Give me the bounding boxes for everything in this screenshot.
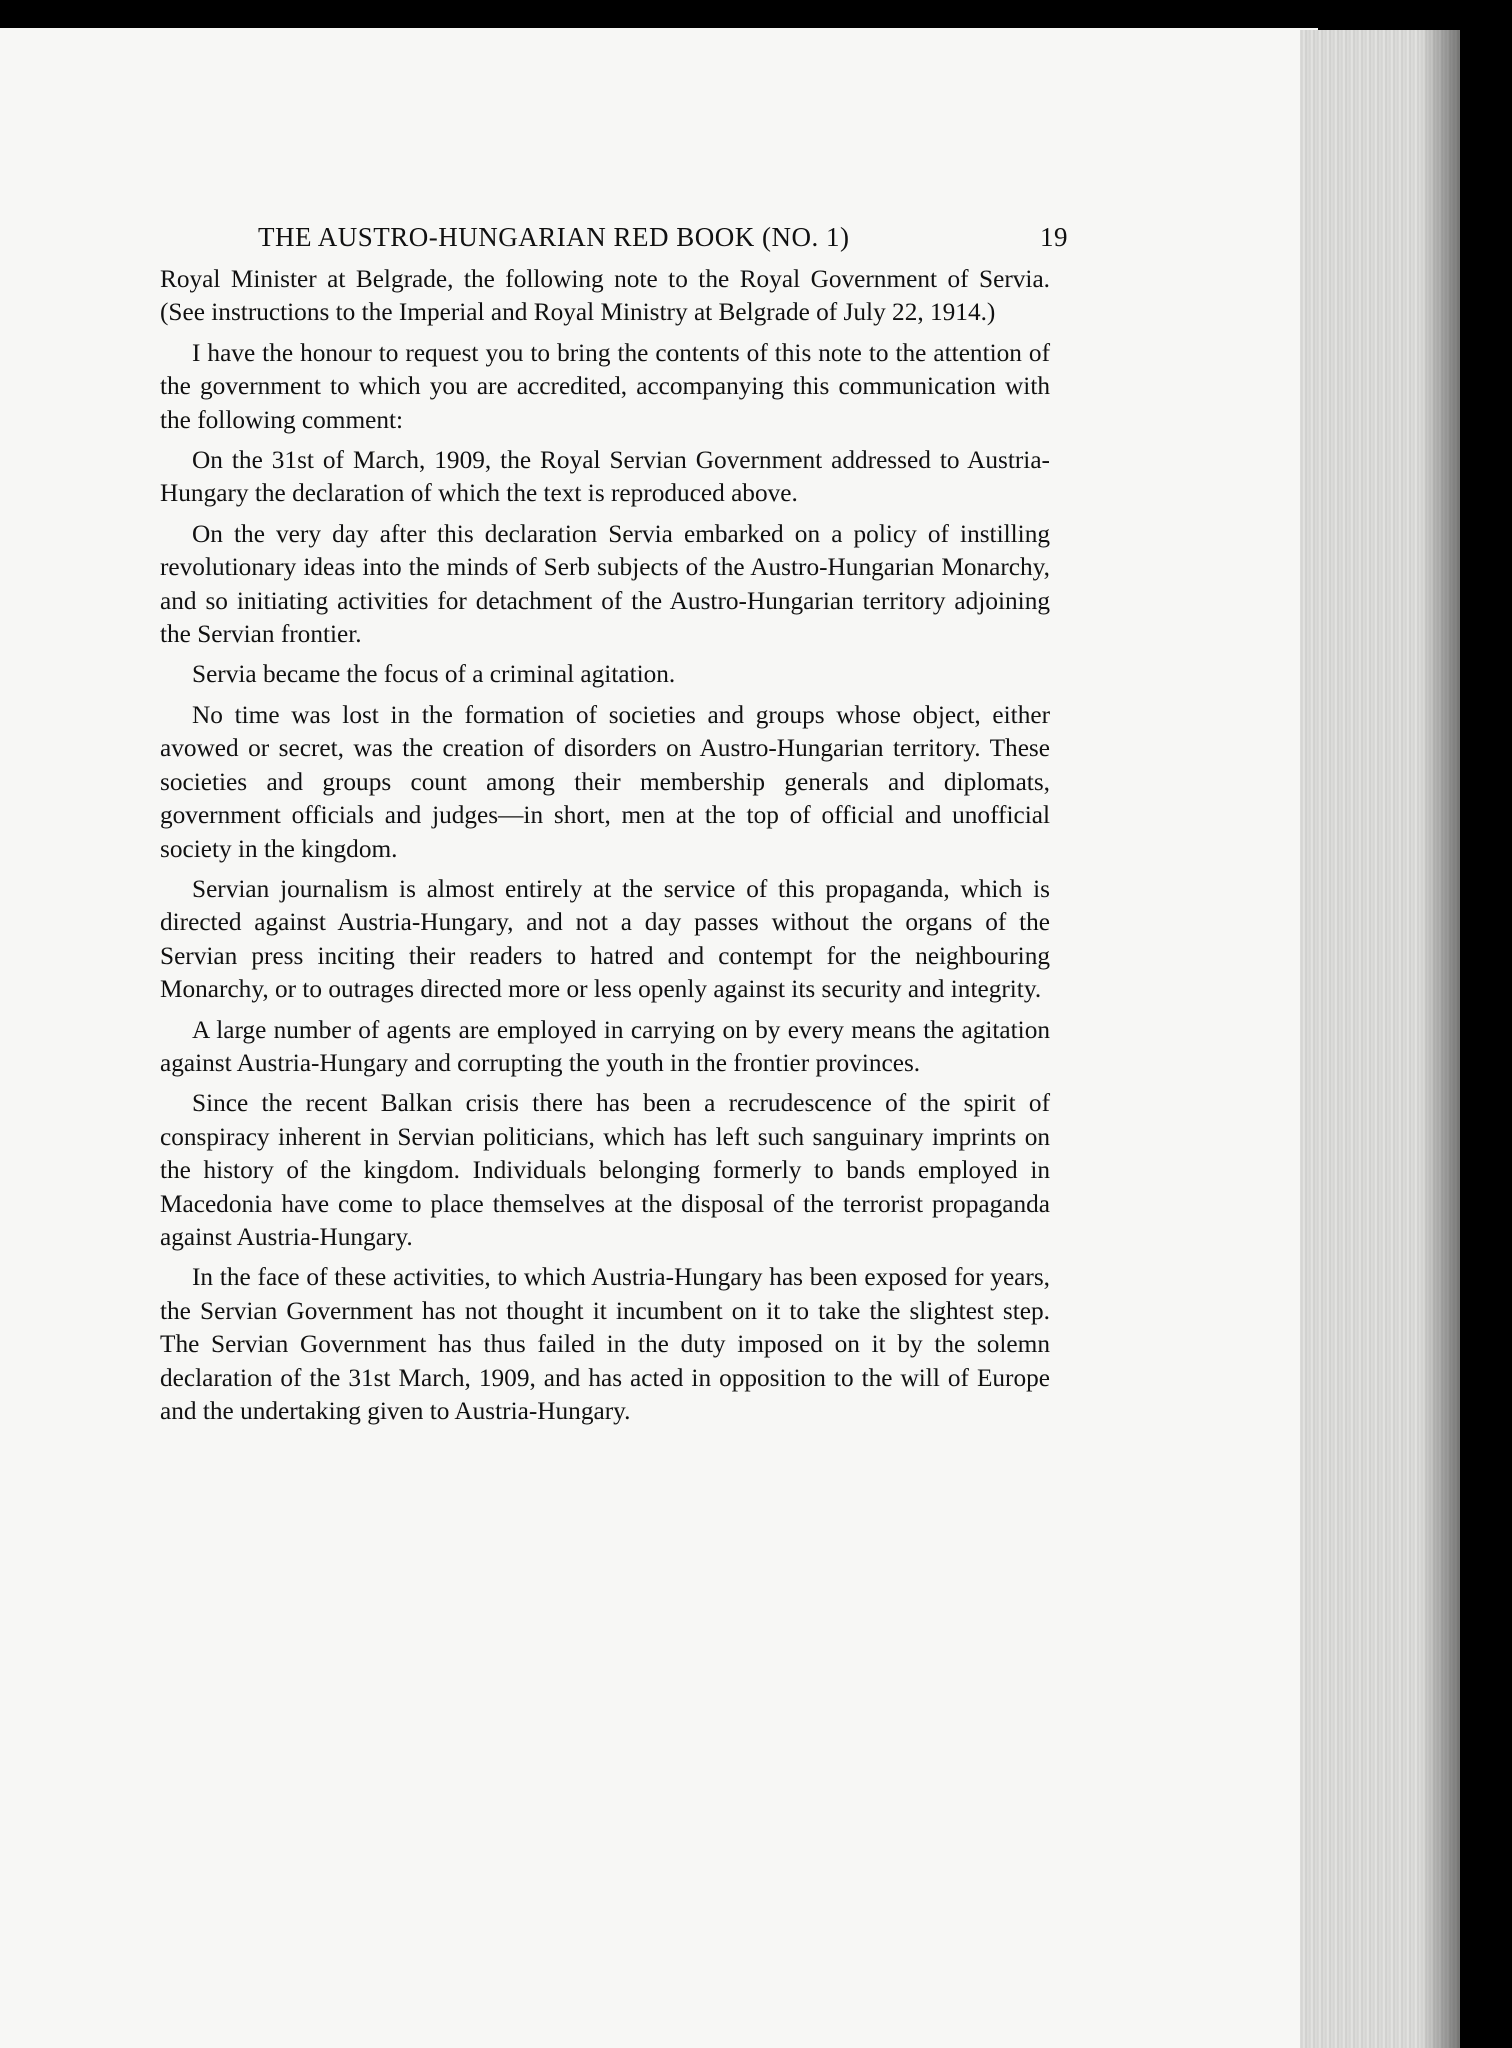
paragraph: On the 31st of March, 1909, the Royal Servian Government addressed to Austria-Hungary the declaration of which the text is reproduced above. (160, 446, 1050, 508)
paragraph: No time was lost in the formation of societies and groups whose object, either avowed or secret, was the creation of disorders on Austro-Hungarian territory. These societies and groups count among their membership generals and diplomats, government officials and judges—in short, men at the top of official and unofficial society in the kingdom. (160, 700, 1050, 863)
running-head (258, 222, 1068, 253)
paragraph: Since the recent Balkan crisis there has been a recrudescence of the spirit of conspiracy inherent in Servian politicians, which has left such sanguinary imprints on the history of the kingdom. Individuals belonging formerly to bands employed in Macedonia have come to place themselves at the disposal of the terrorist propaganda against Austria-Hungary. (160, 1089, 1050, 1251)
paragraph: I have the honour to request you to bring the contents of this note to the attention of the government to which you are accredited, accompanying this communication with the following comment: (160, 338, 1050, 434)
book-page-edges (1300, 30, 1460, 2048)
paragraph: In the face of these activities, to which Austria-Hungary has been exposed for years, the Servian Government has not thought it incumbent on it to take the slightest step. The Servian Government has thus failed in the duty imposed on it by the solemn declaration of the 31st March, 1909, and has acted in opposition to the will of Europe and the undertaking given to Austria-Hungary. (160, 1263, 1050, 1425)
paragraph: A large number of agents are employed in carrying on by every means the agitation against Austria-Hungary and corrupting the youth in the frontier provinces. (160, 1015, 1050, 1077)
page-number: 19 (1040, 222, 1068, 252)
running-head-title: THE AUSTRO-HUNGARIAN RED BOOK (NO. 1) (258, 222, 850, 252)
page-content (160, 222, 1068, 1435)
scan-border (1460, 0, 1512, 2048)
paragraph: Royal Minister at Belgrade, the following note to the Royal Government of Servia. (See instructions to the Imperial and Royal Ministry at Belgrade of July 22, 1914.) (160, 265, 1050, 327)
paragraph: On the very day after this declaration Servia embarked on a policy of instilling revolutionary ideas into the minds of Serb subjects of the Austro-Hungarian Monarchy, and so initiating activities for detachment of the Austro-Hungarian territory adjoining the Servian frontier. (160, 519, 1050, 649)
body-text (160, 263, 1050, 1428)
paragraph: Servia became the focus of a criminal agitation. (192, 660, 676, 689)
paragraph: Servian journalism is almost entirely at the service of this propaganda, which is directed against Austria-Hungary, and not a day passes without the organs of the Servian press inciting their readers to hatred and contempt for the neighbouring Monarchy, or to outrages directed more or less openly against its security and integrity. (160, 874, 1050, 1004)
